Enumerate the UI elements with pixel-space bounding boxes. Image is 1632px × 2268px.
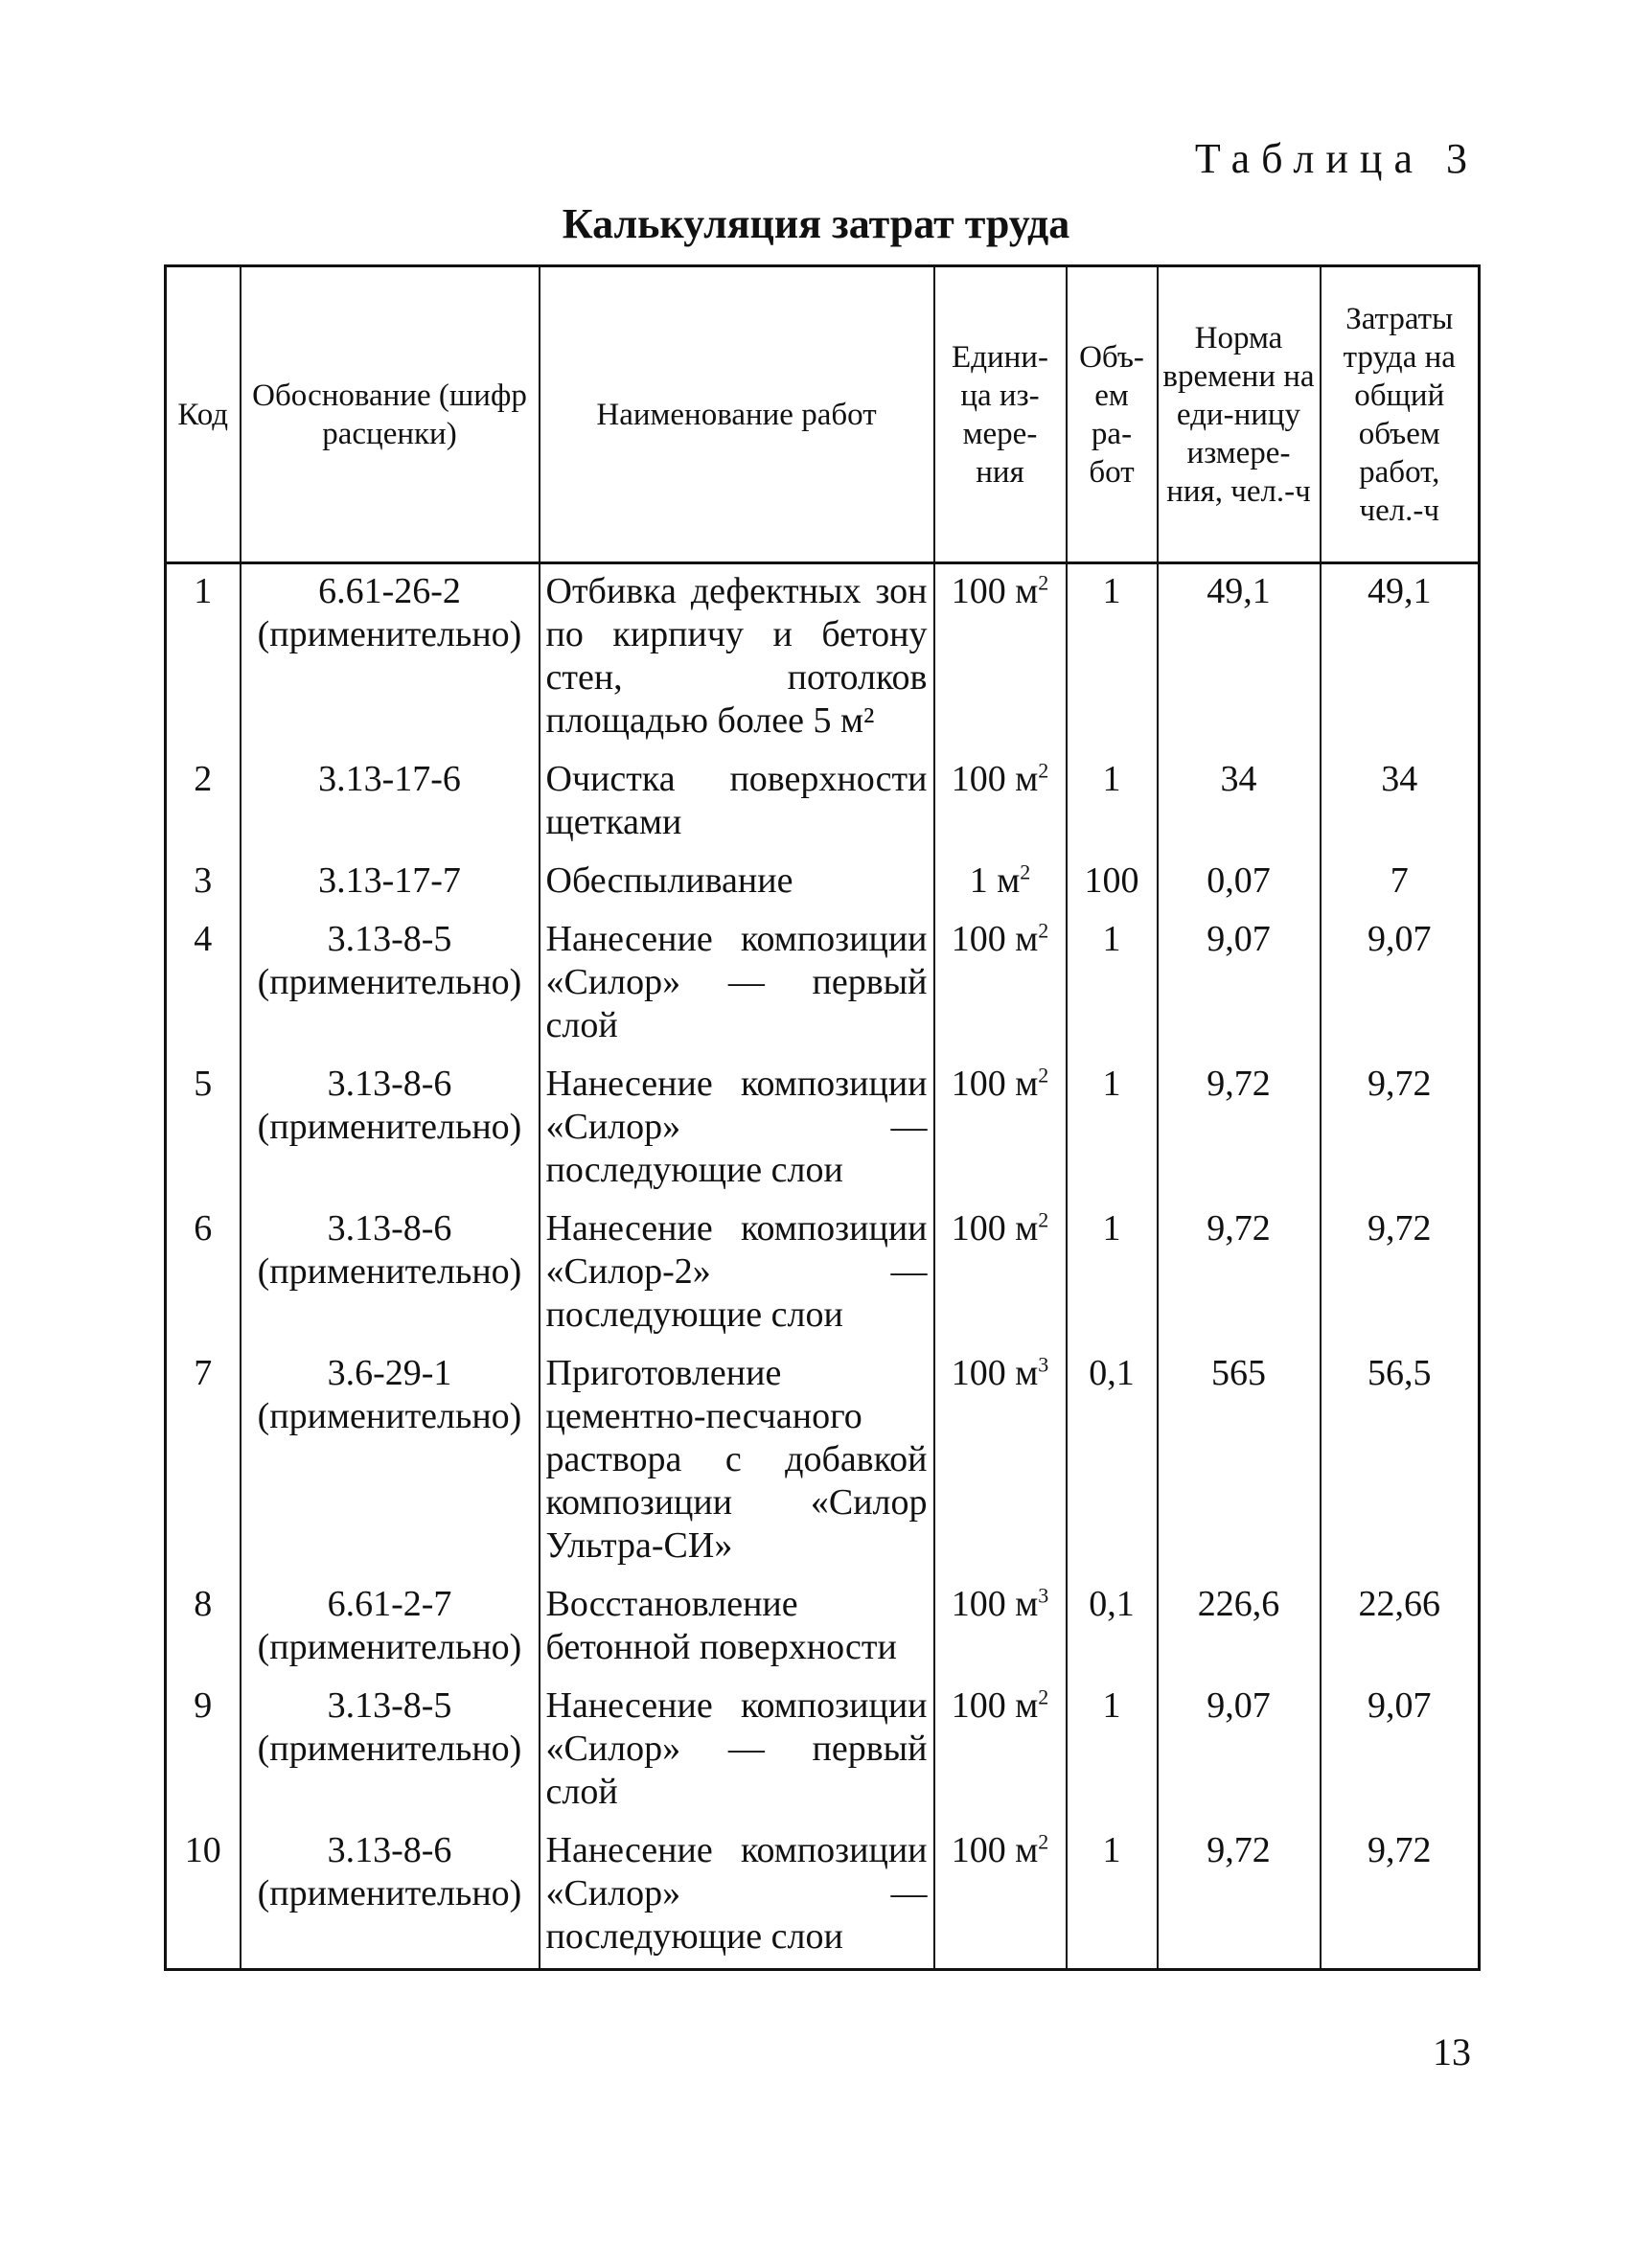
table-row	[166, 912, 1480, 1057]
shifr-code: 3.13-8-5	[327, 919, 452, 959]
unit-base: 100 м	[951, 759, 1039, 799]
unit-exponent: 2	[1020, 859, 1031, 884]
unit-exponent: 2	[1038, 1063, 1049, 1088]
unit-exponent: 2	[1038, 758, 1049, 783]
unit-base: 100 м	[951, 1064, 1039, 1104]
cell-obosnovanie	[241, 752, 540, 854]
table-row	[166, 1823, 1480, 1970]
cell-obosnovanie	[241, 912, 540, 1057]
shifr-note: (применительно)	[257, 962, 522, 1002]
cell-kod: 4	[166, 912, 241, 1057]
cell-obem: 1	[1067, 752, 1158, 854]
header-obem: Объ-ем ра-бот	[1067, 266, 1158, 563]
labor-cost-table	[164, 264, 1481, 1971]
cell-naimenovanie: Обеспыливание	[540, 854, 934, 912]
table-row	[166, 1057, 1480, 1202]
cell-zatraty: 56,5	[1321, 1346, 1480, 1577]
shifr-code: 3.13-17-7	[318, 860, 461, 901]
cell-zatraty: 9,07	[1321, 912, 1480, 1057]
table-row	[166, 854, 1480, 912]
shifr-note: (применительно)	[257, 1627, 522, 1667]
unit-exponent: 3	[1038, 1352, 1049, 1377]
cell-edinica	[934, 1202, 1067, 1346]
shifr-note: (применительно)	[257, 1729, 522, 1769]
cell-edinica	[934, 912, 1067, 1057]
page-title: Калькуляция затрат труда	[562, 200, 1070, 247]
cell-obem: 1	[1067, 1679, 1158, 1823]
shifr-code: 6.61-2-7	[327, 1584, 452, 1624]
cell-obem: 0,1	[1067, 1577, 1158, 1679]
cell-edinica	[934, 563, 1067, 753]
unit-base: 100 м	[951, 1584, 1039, 1624]
cell-zatraty: 49,1	[1321, 563, 1480, 753]
cell-kod: 5	[166, 1057, 241, 1202]
cell-edinica	[934, 854, 1067, 912]
table-row	[166, 752, 1480, 854]
cell-zatraty: 7	[1321, 854, 1480, 912]
cell-obosnovanie	[241, 1577, 540, 1679]
cell-obosnovanie	[241, 1679, 540, 1823]
shifr-code: 6.61-26-2	[318, 571, 461, 611]
cell-naimenovanie: Приготовление цементно-песчаного раствора с добавкой композиции «Силор Ультра-СИ»	[540, 1346, 934, 1577]
unit-base: 100 м	[951, 919, 1039, 959]
cell-obosnovanie	[241, 1202, 540, 1346]
unit-exponent: 2	[1038, 918, 1049, 943]
cell-zatraty: 9,07	[1321, 1679, 1480, 1823]
header-obosnovanie: Обоснование (шифр расценки)	[241, 266, 540, 563]
table-label: Таблица 3	[1194, 135, 1479, 182]
cell-obosnovanie	[241, 563, 540, 753]
header-naimenovanie: Наименование работ	[540, 266, 934, 563]
cell-naimenovanie: Отбивка дефектных зон по кирпичу и бетону стен, потолков площадью более 5 м²	[540, 563, 934, 753]
cell-edinica	[934, 1057, 1067, 1202]
cell-obosnovanie	[241, 1057, 540, 1202]
cell-edinica	[934, 1577, 1067, 1679]
cell-zatraty: 34	[1321, 752, 1480, 854]
cell-naimenovanie: Очистка поверхности щетками	[540, 752, 934, 854]
table-body	[166, 563, 1480, 1970]
cell-norma: 34	[1158, 752, 1321, 854]
cell-kod: 7	[166, 1346, 241, 1577]
unit-base: 100 м	[951, 1685, 1039, 1726]
cell-obem: 1	[1067, 1202, 1158, 1346]
cell-naimenovanie: Нанесение композиции «Силор» — первый слой	[540, 1679, 934, 1823]
cell-edinica	[934, 1823, 1067, 1970]
cell-naimenovanie: Восстановление бетонной поверхности	[540, 1577, 934, 1679]
cell-zatraty: 9,72	[1321, 1823, 1480, 1970]
header-zatraty: Затраты труда на общий объем работ, чел.-ч	[1321, 266, 1480, 563]
page-number: 13	[1433, 2030, 1471, 2073]
cell-kod: 2	[166, 752, 241, 854]
cell-norma: 0,07	[1158, 854, 1321, 912]
shifr-note: (применительно)	[257, 614, 522, 654]
cell-norma: 226,6	[1158, 1577, 1321, 1679]
shifr-code: 3.13-8-5	[327, 1685, 452, 1726]
shifr-code: 3.13-8-6	[327, 1064, 452, 1104]
shifr-code: 3.13-8-6	[327, 1208, 452, 1249]
shifr-code: 3.13-17-6	[318, 759, 461, 799]
header-edinica: Едини-ца из-мере-ния	[934, 266, 1067, 563]
cell-naimenovanie: Нанесение композиции «Силор-2» — последующие слои	[540, 1202, 934, 1346]
cell-obem: 100	[1067, 854, 1158, 912]
cell-obem: 1	[1067, 1057, 1158, 1202]
cell-norma: 9,72	[1158, 1202, 1321, 1346]
cell-kod: 9	[166, 1679, 241, 1823]
header-norma: Норма времени на еди-ницу измере-ния, чел.-ч	[1158, 266, 1321, 563]
unit-exponent: 2	[1038, 1207, 1049, 1232]
cell-kod: 6	[166, 1202, 241, 1346]
cell-kod: 8	[166, 1577, 241, 1679]
cell-norma: 49,1	[1158, 563, 1321, 753]
cell-norma: 9,72	[1158, 1057, 1321, 1202]
cell-naimenovanie: Нанесение композиции «Силор» — последующие слои	[540, 1823, 934, 1970]
cell-obem: 1	[1067, 563, 1158, 753]
unit-base: 100 м	[951, 1208, 1039, 1249]
table-header-row	[166, 266, 1480, 563]
cell-kod: 10	[166, 1823, 241, 1970]
cell-edinica	[934, 1346, 1067, 1577]
cell-obosnovanie	[241, 1823, 540, 1970]
cell-zatraty: 9,72	[1321, 1202, 1480, 1346]
table-row	[166, 1202, 1480, 1346]
cell-obem: 1	[1067, 912, 1158, 1057]
cell-kod: 1	[166, 563, 241, 753]
cell-obosnovanie	[241, 1346, 540, 1577]
cell-obosnovanie	[241, 854, 540, 912]
shifr-code: 3.6-29-1	[327, 1353, 452, 1393]
table-row	[166, 563, 1480, 753]
cell-edinica	[934, 752, 1067, 854]
table-row	[166, 1346, 1480, 1577]
cell-naimenovanie: Нанесение композиции «Силор» — первый слой	[540, 912, 934, 1057]
unit-base: 100 м	[951, 571, 1039, 611]
cell-norma: 9,07	[1158, 912, 1321, 1057]
cell-norma: 9,07	[1158, 1679, 1321, 1823]
table-row	[166, 1577, 1480, 1679]
unit-exponent: 2	[1038, 570, 1049, 595]
cell-zatraty: 9,72	[1321, 1057, 1480, 1202]
cell-norma: 565	[1158, 1346, 1321, 1577]
shifr-note: (применительно)	[257, 1873, 522, 1913]
header-kod: Код	[166, 266, 241, 563]
unit-exponent: 3	[1038, 1583, 1049, 1608]
shifr-note: (применительно)	[257, 1107, 522, 1147]
unit-exponent: 2	[1038, 1684, 1049, 1709]
unit-base: 100 м	[951, 1353, 1039, 1393]
shifr-note: (применительно)	[257, 1396, 522, 1436]
unit-base: 1 м	[969, 860, 1021, 901]
cell-zatraty: 22,66	[1321, 1577, 1480, 1679]
unit-base: 100 м	[951, 1830, 1039, 1870]
cell-obem: 0,1	[1067, 1346, 1158, 1577]
cell-obem: 1	[1067, 1823, 1158, 1970]
shifr-note: (применительно)	[257, 1251, 522, 1292]
cell-edinica	[934, 1679, 1067, 1823]
unit-exponent: 2	[1038, 1829, 1049, 1854]
cell-kod: 3	[166, 854, 241, 912]
shifr-code: 3.13-8-6	[327, 1830, 452, 1870]
cell-norma: 9,72	[1158, 1823, 1321, 1970]
table-row	[166, 1679, 1480, 1823]
cell-naimenovanie: Нанесение композиции «Силор» — последующие слои	[540, 1057, 934, 1202]
